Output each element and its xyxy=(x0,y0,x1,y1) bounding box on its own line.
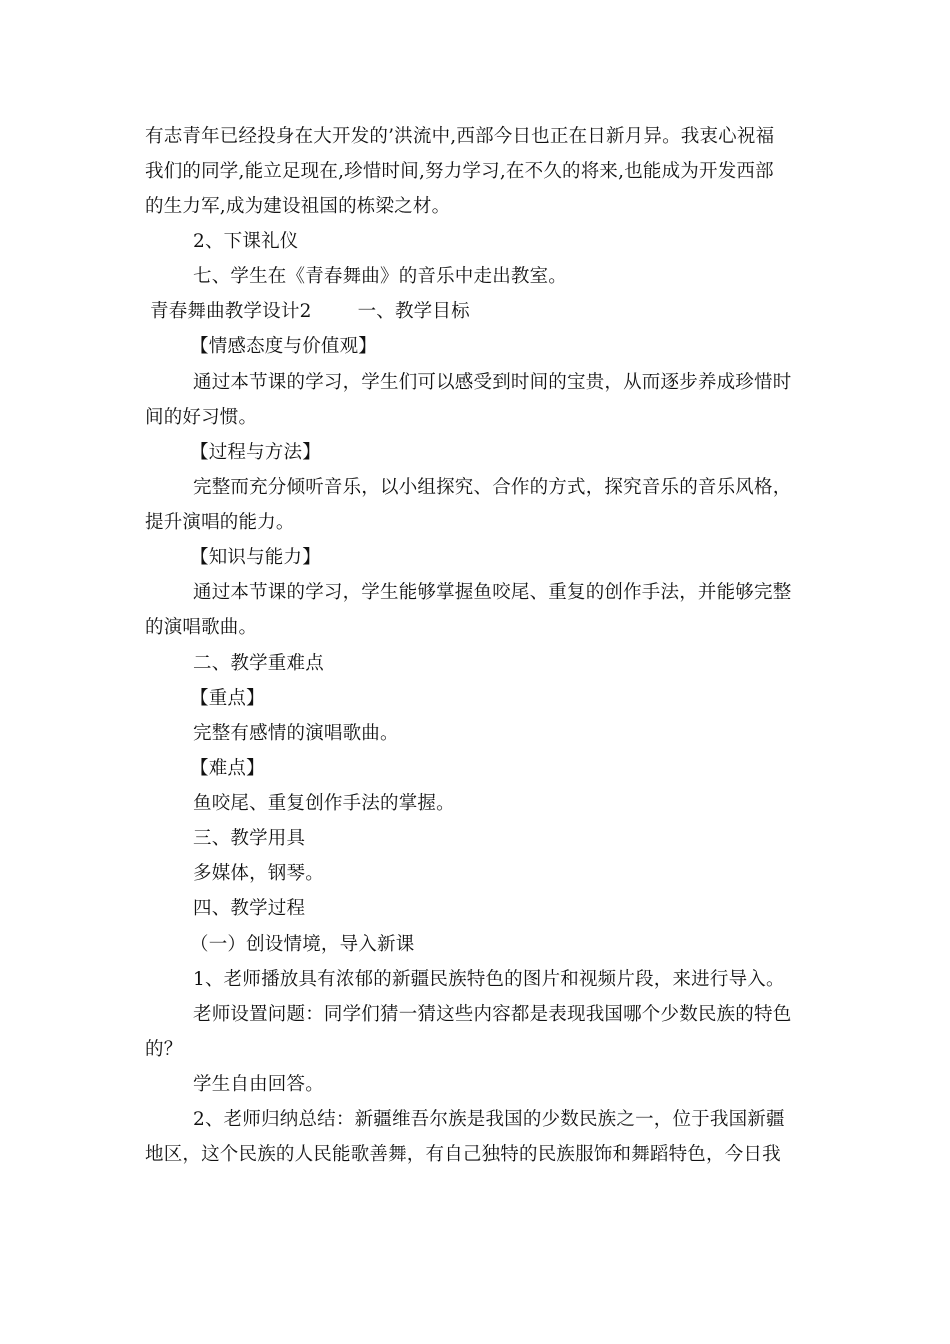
section-heading: 三、教学用具 xyxy=(193,828,306,849)
paragraph-line: 1、老师播放具有浓郁的新疆民族特色的图片和视频片段，来进行导入。 xyxy=(193,969,785,990)
bracket-heading: 【重点】 xyxy=(190,688,265,709)
document-subtitle: 青春舞曲教学设计2 xyxy=(150,301,312,322)
paragraph-line: 有志青年已经投身在大开发的’洪流中,西部今日也正在日新月异。我衷心祝福 xyxy=(145,126,775,147)
subsection-heading: （一）创设情境，导入新课 xyxy=(190,934,415,955)
paragraph-line: 的？ xyxy=(145,1039,183,1060)
bracket-heading: 【过程与方法】 xyxy=(190,442,321,463)
paragraph-line: 完整而充分倾听音乐，以小组探究、合作的方式，探究音乐的音乐风格， xyxy=(193,477,792,498)
paragraph-line: 通过本节课的学习，学生能够掌握鱼咬尾、重复的创作手法，并能够完整 xyxy=(193,582,792,603)
paragraph-line: 2、老师归纳总结：新疆维吾尔族是我国的少数民族之一，位于我国新疆 xyxy=(193,1109,785,1130)
section-title-row xyxy=(150,299,820,325)
paragraph-line: 地区，这个民族的人民能歌善舞，有自己独特的民族服饰和舞蹈特色，今日我 xyxy=(145,1144,781,1165)
paragraph-line: 间的好习惯。 xyxy=(145,407,258,428)
paragraph-line: 的生力军,成为建设祖国的栋梁之材。 xyxy=(145,196,451,217)
paragraph-line: 2、下课礼仪 xyxy=(193,231,299,252)
paragraph-line: 通过本节课的学习，学生们可以感受到时间的宝贵，从而逐步养成珍惜时 xyxy=(193,372,792,393)
bracket-heading: 【难点】 xyxy=(190,758,265,779)
bracket-heading: 【知识与能力】 xyxy=(190,547,321,568)
paragraph-line: 鱼咬尾、重复创作手法的掌握。 xyxy=(193,793,455,814)
section-heading: 四、教学过程 xyxy=(193,898,306,919)
section-heading: 一、教学目标 xyxy=(357,301,470,322)
paragraph-line: 完整有感情的演唱歌曲。 xyxy=(193,723,399,744)
bracket-heading: 【情感态度与价值观】 xyxy=(190,336,378,357)
paragraph-line: 老师设置问题：同学们猜一猜这些内容都是表现我国哪个少数民族的特色 xyxy=(193,1004,792,1025)
paragraph-line: 提升演唱的能力。 xyxy=(145,512,295,533)
paragraph-line: 我们的同学,能立足现在,珍惜时间,努力学习,在不久的将来,也能成为开发西部 xyxy=(145,161,774,182)
paragraph-line: 多媒体，钢琴。 xyxy=(193,863,324,884)
section-heading: 二、教学重难点 xyxy=(193,653,324,674)
paragraph-line: 学生自由回答。 xyxy=(193,1074,324,1095)
paragraph-line: 的演唱歌曲。 xyxy=(145,617,258,638)
paragraph-line: 七、学生在《青春舞曲》的音乐中走出教室。 xyxy=(193,266,568,287)
